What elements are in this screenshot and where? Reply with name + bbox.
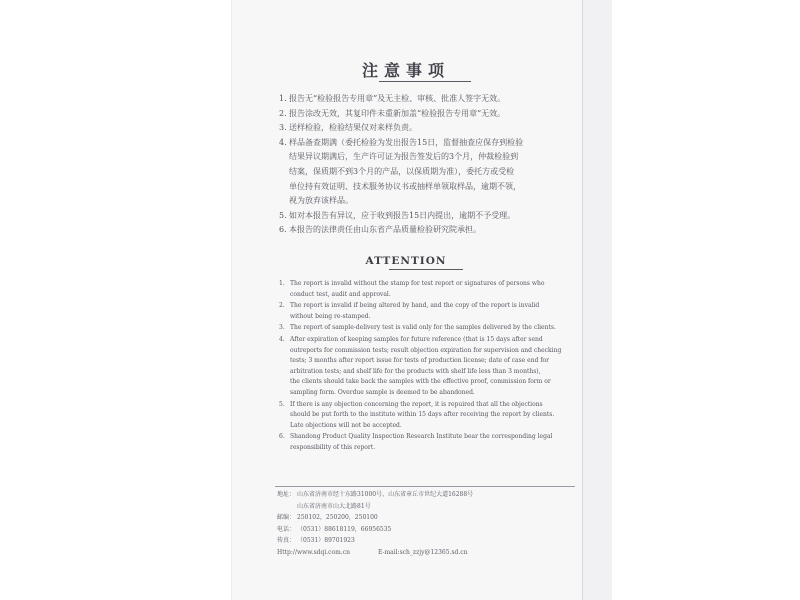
english-notice-text: After expiration of keeping samples for future reference (that is 15 days after send outreports for commission tests; result objection expiration for supervision and checking tests; 3 months after report issue for tests of production license; date of case end for arbitration tests; and shelf life for the products with shelf life less than 3 months), the clients should take back the samples with the effective proof, commission form or sampling form. Overdue sample is deemed to be abandoned. — [290, 335, 562, 396]
list-item: 3. 送样检验，检验结果仅对来样负责。 — [279, 121, 579, 136]
chinese-notice-text: 报告无“检验报告专用章”及无主检、审核、批准人签字无效。 — [289, 94, 506, 103]
email-link[interactable]: E-mail:sch_zzjy@12365.sd.cn — [377, 548, 468, 556]
list-item: 3. The report of sample-delivery test is valid only for the samples delivered by the clients. — [279, 323, 579, 334]
postcode-value: 250102，250200，250100 — [297, 514, 378, 521]
list-item: 2. The report is invalid if being altered by hand, and the copy of the report is invalid without being re-stamped. — [279, 301, 579, 322]
chinese-notice-text: 本报告的法律责任由山东省产品质量检验研究院承担。 — [289, 225, 481, 235]
list-item: 1. The report is invalid without the stamp for test report or signatures of persons who conduct test, audit and approval. — [279, 279, 579, 300]
website-link[interactable]: Http://www.sdqi.com.cn — [277, 548, 350, 556]
list-item: 5. 如对本报告有异议，应于收到报告15日内提出，逾期不予受理。 — [279, 209, 579, 224]
web-row — [277, 547, 577, 559]
english-notice-text: The report of sample-delivery test is valid only for the samples delivered by the clients. — [290, 324, 556, 332]
contact-footer — [277, 489, 577, 558]
chinese-notice-text: 样品备查期满（委托检验为发出报告15日，监督抽查应保存到检验 结果异议期满后，生产许可证为报告签发后的3个月，仲裁检验到 结案，保质期不到3个月的产品，以保质期为准），委托方或受检 单位持有效证明、技术服务协议书或抽样单领取样品，逾期不领， 视为放弃该样品。 — [289, 137, 524, 206]
english-notice-text: Shandong Product Quality Inspection Research Institute bear the corresponding legal responsibility of this report. — [290, 433, 553, 451]
english-notice-text: If there is any objection concerning the report, it is repuired that all the objections should be put forth to the institute within 15 days after receiving the report by clients. Late objections will not be accepted. — [290, 400, 555, 429]
chinese-title: 注意事项 — [361, 61, 450, 80]
list-item: 6. 本报告的法律责任由山东省产品质量检验研究院承担。 — [279, 223, 579, 238]
chinese-notice-list — [279, 92, 579, 238]
english-notice-list — [279, 279, 579, 455]
fax-row: 传真： （0531）89701923 — [277, 535, 577, 547]
address-line: 山东省济南市经十东路31000号，山东省章丘市世纪大道16288号 — [297, 491, 474, 498]
next-page-edge — [582, 0, 612, 600]
chinese-notice-text: 报告涂改无效，其复印件未重新加盖“检验报告专用章”无效。 — [289, 108, 506, 118]
list-item: 2. 报告涂改无效，其复印件未重新加盖“检验报告专用章”无效。 — [279, 107, 579, 122]
list-item: 6. Shandong Product Quality Inspection Research Institute bear the corresponding legal responsibility of this report. — [279, 432, 579, 453]
address-row — [277, 501, 577, 513]
english-notice-text: The report is invalid if being altered by hand, and the copy of the report is invalid without being re-stamped. — [290, 302, 540, 320]
english-title-underline — [389, 269, 463, 270]
english-title: ATTENTION — [365, 255, 447, 267]
list-item: 4. 样品备查期满（委托检验为发出报告15日，监督抽查应保存到检验 结果异议期满后，生产许可证为报告签发后的3个月，仲裁检验到 结案，保质期不到3个月的产品，以保质期为准），委托方或受检 单位持有效证明、技术服务协议书或抽样单领取样品，逾期不领， 视为放弃该样品。 — [279, 136, 579, 209]
list-item: 5. If there is any objection concerning the report, it is repuired that all the objections should be put forth to the institute within 15 days after receiving the report by clients. Late objections will not be accepted. — [279, 400, 579, 432]
phone-row: 电话： （0531）88618119，66956535 — [277, 524, 577, 536]
footer-divider — [275, 486, 575, 487]
chinese-notice-text: 送样检验，检验结果仅对来样负责。 — [289, 123, 417, 133]
fax-value: （0531）89701923 — [297, 537, 355, 544]
phone-value: （0531）88618119，66956535 — [297, 525, 392, 533]
list-item: 1. 报告无“检验报告专用章”及无主检、审核、批准人签字无效。 — [279, 92, 579, 107]
address-line: 山东省济南市山大北路81号 — [297, 502, 371, 510]
list-item: 4. After expiration of keeping samples for future reference (that is 15 days after send outreports for commission tests; result objection expiration for supervision and checking tests; 3 months after report issue for tests of production license; date of case end for arbitration tests; and shelf life for the products with shelf life less than 3 months), the clients should take back the samples with the effective proof, commission form or sampling form. Overdue sample is deemed to be abandoned. — [279, 335, 579, 399]
postcode-row: 邮编： 250102，250200，250100 — [277, 512, 577, 524]
chinese-title-underline — [379, 81, 471, 82]
english-notice-text: The report is invalid without the stamp for test report or signatures of persons who conduct test, audit and approval. — [290, 280, 545, 298]
chinese-notice-text: 如对本报告有异议，应于收到报告15日内提出，逾期不予受理。 — [289, 210, 516, 220]
address-row: 地址： 山东省济南市经十东路31000号，山东省章丘市世纪大道16288号 — [277, 489, 577, 501]
